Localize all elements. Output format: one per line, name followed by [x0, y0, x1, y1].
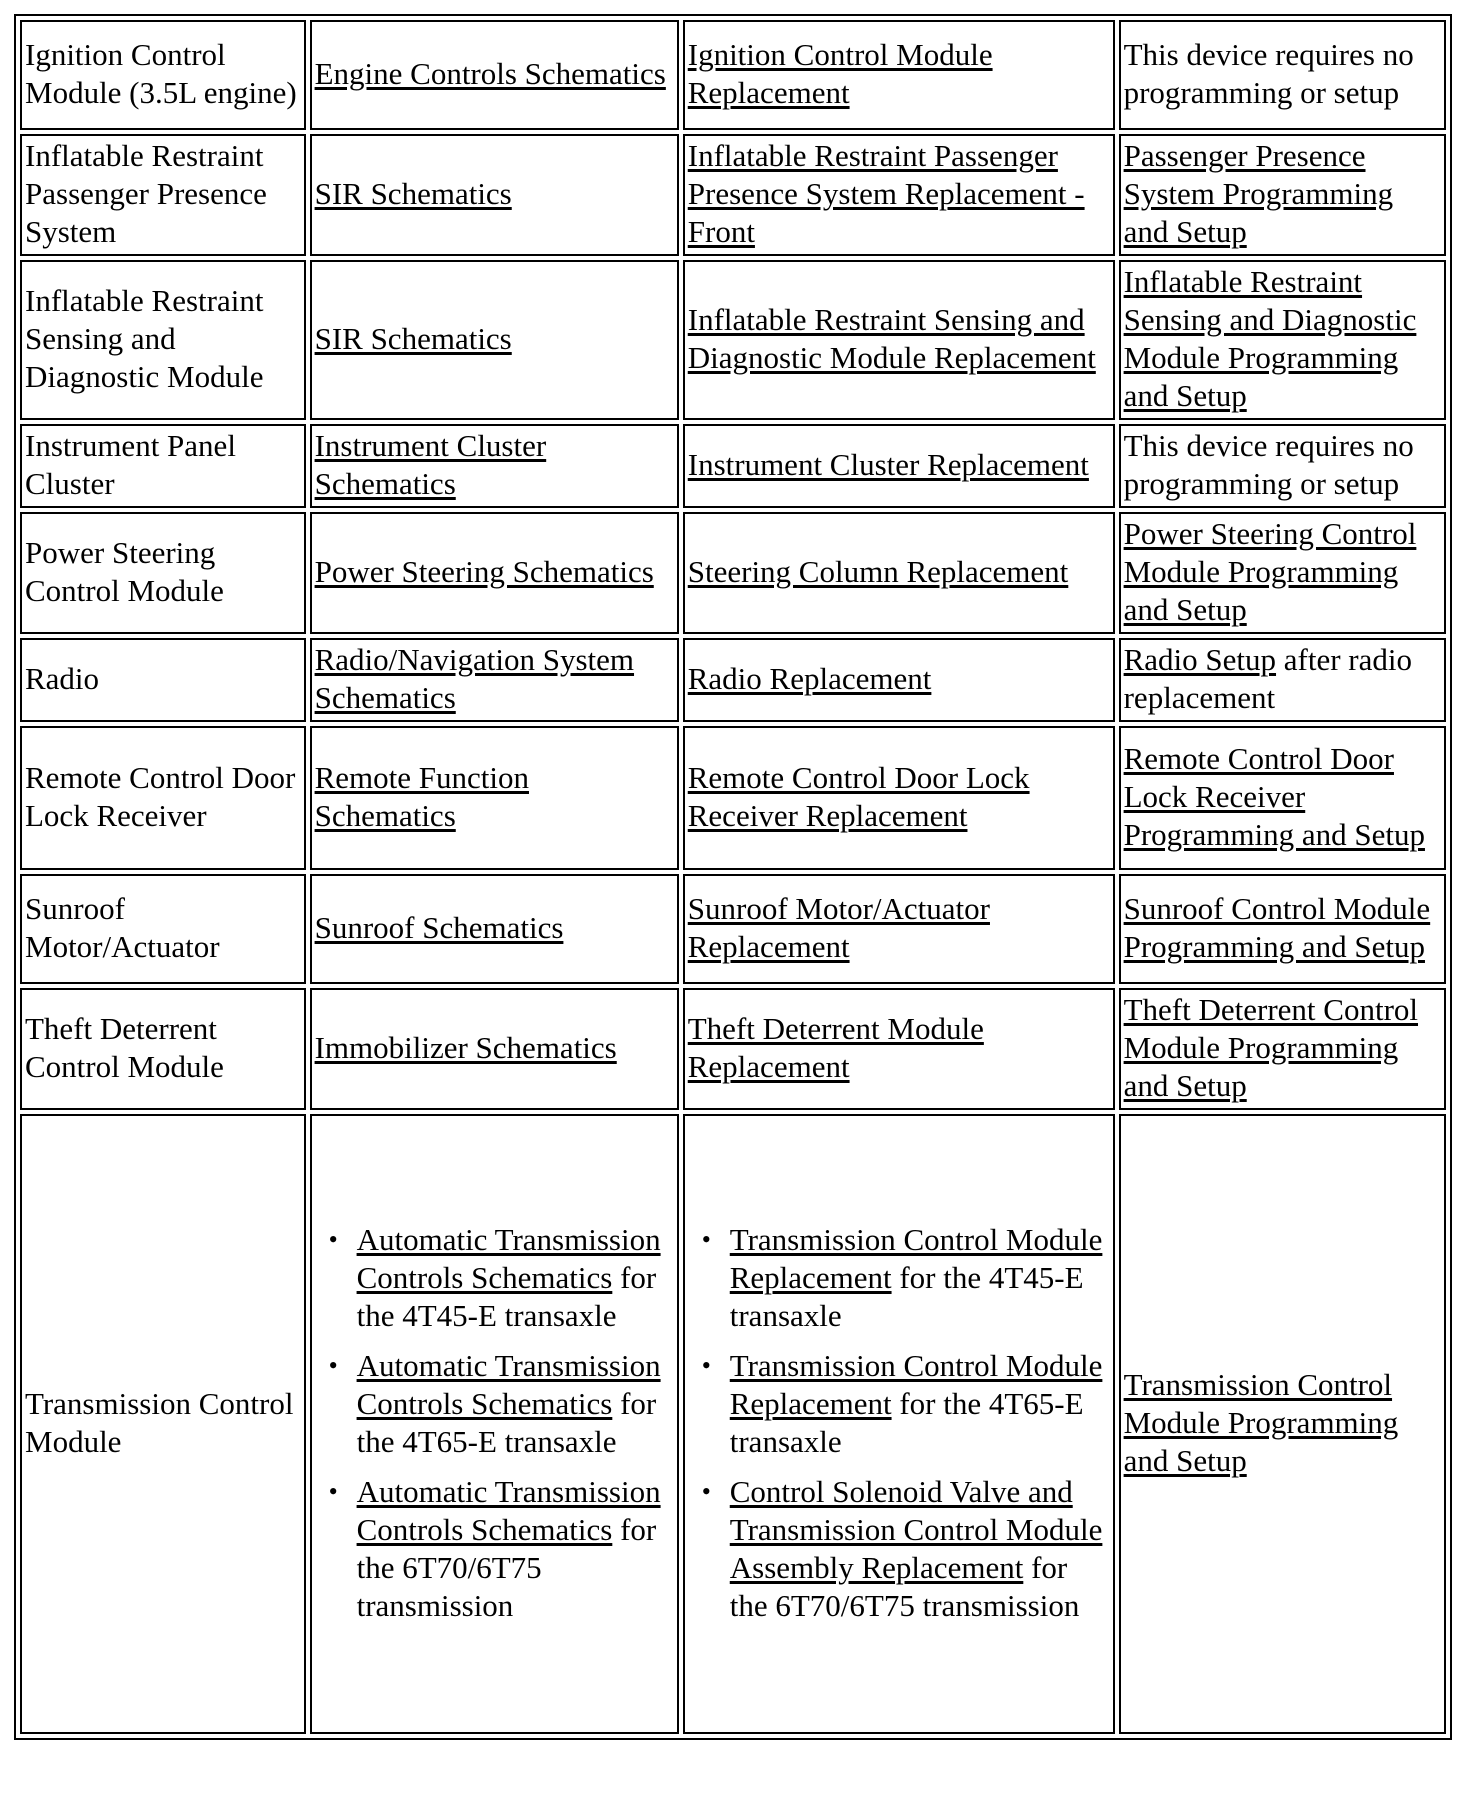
list-item: • Control Solenoid Valve and Transmission Control Module Assembly Replacement for the 6T70/6T75 transmission — [730, 1473, 1110, 1625]
schematics-link[interactable]: Immobilizer Schematics — [314, 1030, 617, 1065]
module-name-cell: Sunroof Motor/Actuator — [20, 874, 306, 984]
replacement-cell — [683, 512, 1115, 634]
module-name-cell: Radio — [20, 638, 306, 722]
schematics-link[interactable]: Instrument Cluster Schematics — [314, 428, 547, 501]
replacement-cell — [683, 260, 1115, 420]
replacement-cell — [683, 988, 1115, 1110]
programming-link[interactable]: Power Steering Control Module Programming and Setup — [1123, 516, 1417, 627]
module-name-cell: Theft Deterrent Control Module — [20, 988, 306, 1110]
schematics-cell — [310, 512, 679, 634]
schematics-cell — [310, 1114, 679, 1734]
schematics-cell — [310, 726, 679, 870]
module-name-cell: Ignition Control Module (3.5L engine) — [20, 20, 306, 130]
programming-note: This device requires no programming or setup — [1123, 428, 1414, 501]
replacement-cell — [683, 638, 1115, 722]
schematics-link[interactable]: Automatic Transmission Controls Schematics — [356, 1474, 661, 1547]
programming-cell — [1119, 512, 1446, 634]
module-name-cell: Remote Control Door Lock Receiver — [20, 726, 306, 870]
list-item: • Automatic Transmission Controls Schematics for the 4T45-E transaxle — [357, 1221, 674, 1335]
module-name-cell: Instrument Panel Cluster — [20, 424, 306, 508]
programming-link[interactable]: Passenger Presence System Programming and Setup — [1123, 138, 1394, 249]
table-row — [20, 1114, 1446, 1734]
schematics-link[interactable]: Automatic Transmission Controls Schematics — [356, 1348, 661, 1421]
replacement-link[interactable]: Sunroof Motor/Actuator Replacement — [687, 891, 990, 964]
table-row — [20, 988, 1446, 1110]
table-row — [20, 424, 1446, 508]
module-name-cell: Transmission Control Module — [20, 1114, 306, 1734]
replacement-link[interactable]: Inflatable Restraint Passenger Presence System Replacement - Front — [687, 138, 1085, 249]
programming-link[interactable]: Sunroof Control Module Programming and Setup — [1123, 891, 1431, 964]
schematics-link[interactable]: Remote Function Schematics — [314, 760, 529, 833]
schematics-link[interactable]: Power Steering Schematics — [314, 554, 654, 589]
replacement-list — [688, 1221, 1110, 1625]
replacement-link[interactable]: Transmission Control Module Replacement — [729, 1348, 1103, 1421]
programming-cell — [1119, 1114, 1446, 1734]
programming-cell — [1119, 134, 1446, 256]
replacement-link[interactable]: Instrument Cluster Replacement — [687, 447, 1089, 482]
programming-cell — [1119, 424, 1446, 508]
table-row — [20, 260, 1446, 420]
table-row — [20, 874, 1446, 984]
replacement-cell — [683, 1114, 1115, 1734]
schematics-cell — [310, 874, 679, 984]
programming-link[interactable]: Remote Control Door Lock Receiver Programming and Setup — [1123, 741, 1425, 852]
replacement-cell — [683, 424, 1115, 508]
table-row — [20, 20, 1446, 130]
schematics-cell — [310, 638, 679, 722]
programming-cell — [1119, 260, 1446, 420]
list-item: • Automatic Transmission Controls Schematics for the 4T65-E transaxle — [357, 1347, 674, 1461]
programming-suffix: after radio replacement — [1123, 642, 1413, 715]
programming-cell — [1119, 638, 1446, 722]
programming-cell — [1119, 988, 1446, 1110]
schematics-link[interactable]: SIR Schematics — [314, 176, 512, 211]
programming-link[interactable]: Transmission Control Module Programming and Setup — [1123, 1367, 1399, 1478]
replacement-link[interactable]: Inflatable Restraint Sensing and Diagnostic Module Replacement — [687, 302, 1096, 375]
table-row — [20, 512, 1446, 634]
list-item: • Transmission Control Module Replacement for the 4T45-E transaxle — [730, 1221, 1110, 1335]
programming-cell — [1119, 874, 1446, 984]
module-name-cell: Power Steering Control Module — [20, 512, 306, 634]
replacement-link[interactable]: Control Solenoid Valve and Transmission Control Module Assembly Replacement — [729, 1474, 1103, 1585]
schematics-cell — [310, 424, 679, 508]
programming-link[interactable]: Theft Deterrent Control Module Programming and Setup — [1123, 992, 1419, 1103]
programming-note: This device requires no programming or setup — [1123, 37, 1414, 110]
schematics-cell — [310, 260, 679, 420]
programming-link[interactable]: Radio Setup — [1123, 642, 1277, 677]
schematics-cell — [310, 134, 679, 256]
replacement-link[interactable]: Steering Column Replacement — [687, 554, 1069, 589]
replacement-link[interactable]: Transmission Control Module Replacement — [729, 1222, 1103, 1295]
document-page — [14, 14, 1452, 1740]
replacement-cell — [683, 134, 1115, 256]
list-item: • Automatic Transmission Controls Schematics for the 6T70/6T75 transmission — [357, 1473, 674, 1625]
schematics-list — [315, 1221, 674, 1625]
module-reference-table — [14, 14, 1452, 1740]
replacement-cell — [683, 726, 1115, 870]
programming-link[interactable]: Inflatable Restraint Sensing and Diagnostic Module Programming and Setup — [1123, 264, 1417, 413]
schematics-link[interactable]: Radio/Navigation System Schematics — [314, 642, 635, 715]
table-row — [20, 726, 1446, 870]
table-row — [20, 134, 1446, 256]
replacement-link[interactable]: Remote Control Door Lock Receiver Replacement — [687, 760, 1030, 833]
schematics-link[interactable]: Sunroof Schematics — [314, 910, 564, 945]
programming-cell — [1119, 726, 1446, 870]
programming-cell — [1119, 20, 1446, 130]
replacement-cell — [683, 20, 1115, 130]
module-name-cell: Inflatable Restraint Passenger Presence System — [20, 134, 306, 256]
module-name-cell: Inflatable Restraint Sensing and Diagnostic Module — [20, 260, 306, 420]
replacement-link[interactable]: Radio Replacement — [687, 661, 932, 696]
replacement-cell — [683, 874, 1115, 984]
list-item: • Transmission Control Module Replacement for the 4T65-E transaxle — [730, 1347, 1110, 1461]
schematics-cell — [310, 988, 679, 1110]
table-row — [20, 638, 1446, 722]
replacement-link[interactable]: Theft Deterrent Module Replacement — [687, 1011, 984, 1084]
replacement-link[interactable]: Ignition Control Module Replacement — [687, 37, 993, 110]
schematics-link[interactable]: SIR Schematics — [314, 321, 512, 356]
schematics-link[interactable]: Automatic Transmission Controls Schematics — [356, 1222, 661, 1295]
schematics-cell — [310, 20, 679, 130]
schematics-link[interactable]: Engine Controls Schematics — [314, 56, 666, 91]
